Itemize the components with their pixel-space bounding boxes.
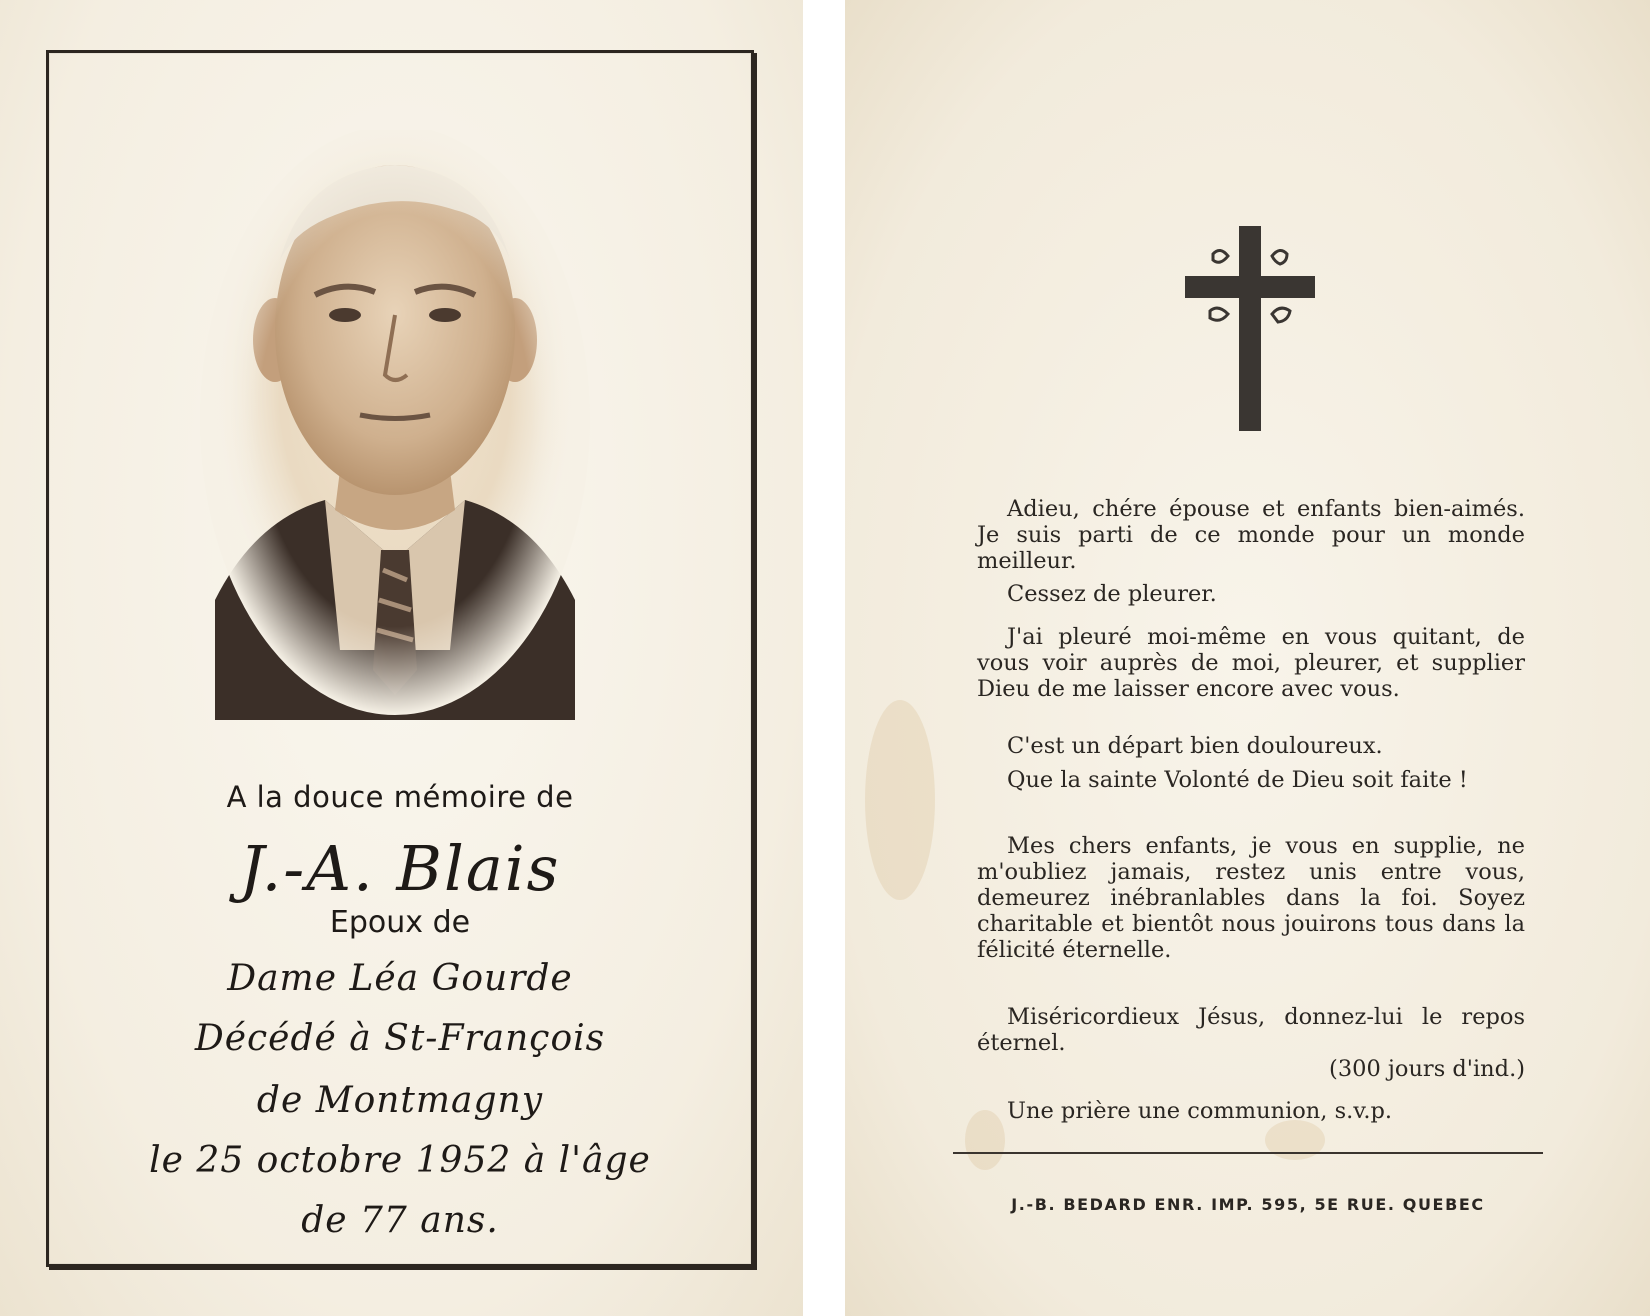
verse-paragraph: Adieu, chére épouse et enfants bien-aimés. Je suis parti de ce monde pour un monde meilleur. bbox=[977, 496, 1525, 574]
death-date: le 25 octobre 1952 à l'âge bbox=[149, 1140, 651, 1181]
printer-credit: J.-B. BEDARD ENR. IMP. 595, 5E RUE. QUEBEC bbox=[1011, 1195, 1485, 1214]
memorial-intro: A la douce mémoire de bbox=[226, 780, 574, 814]
cross-icon bbox=[1180, 226, 1320, 431]
prayer-line: Miséricordieux Jésus, donnez-lui le repos éternel. bbox=[977, 1004, 1525, 1056]
death-place-line-2: de Montmagny bbox=[256, 1080, 544, 1121]
portrait-photo bbox=[195, 130, 595, 720]
verse-paragraph: Cessez de pleurer. bbox=[1007, 581, 1217, 607]
divider-rule bbox=[953, 1152, 1543, 1154]
deceased-name: J.-A. Blais bbox=[239, 832, 561, 905]
spouse-label: Epoux de bbox=[329, 905, 471, 940]
paper-stain bbox=[1265, 1120, 1325, 1160]
death-age: de 77 ans. bbox=[301, 1200, 499, 1241]
memorial-card-front bbox=[0, 0, 803, 1316]
memorial-card-back bbox=[845, 0, 1650, 1316]
prayer-request: Une prière une communion, s.v.p. bbox=[1007, 1098, 1393, 1124]
verse-paragraph: Mes chers enfants, je vous en supplie, ne m'oubliez jamais, restez unis entre vous, demeurez inébranlables dans la foi. Soyez charitable et bientôt nous jouirons tous dans la félicité éternelle. bbox=[977, 833, 1525, 963]
paper-stain bbox=[865, 700, 935, 900]
spouse-name: Dame Léa Gourde bbox=[227, 958, 573, 999]
verse-paragraph: J'ai pleuré moi-même en vous quitant, de vous voir auprès de moi, pleurer, et supplier Dieu de me laisser encore avec vous. bbox=[977, 624, 1525, 702]
verse-paragraph: Que la sainte Volonté de Dieu soit faite ! bbox=[1007, 767, 1468, 793]
verse-paragraph: C'est un départ bien douloureux. bbox=[1007, 733, 1383, 759]
death-place-line-1: Décédé à St-François bbox=[194, 1018, 606, 1059]
indulgence-note: (300 jours d'ind.) bbox=[1329, 1056, 1525, 1082]
